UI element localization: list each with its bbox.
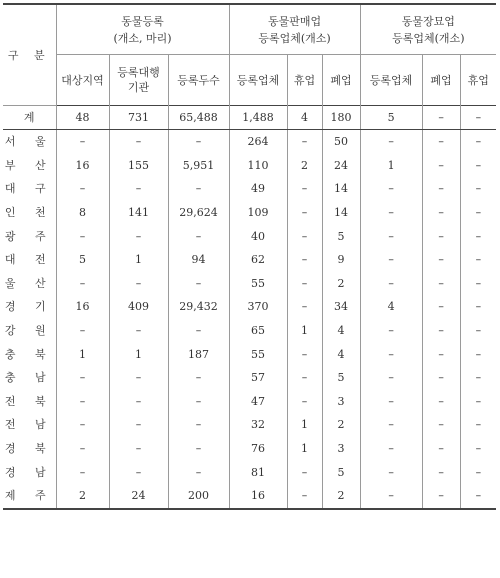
table-cell: 5 bbox=[322, 224, 360, 248]
subheader-cell bbox=[109, 55, 168, 106]
table-cell: – bbox=[422, 342, 460, 366]
table-cell: – bbox=[422, 154, 460, 178]
subheader-text: 등록업체 bbox=[236, 73, 280, 87]
region-label: 충 남 bbox=[3, 366, 56, 390]
subheader-text: 등록두수 bbox=[177, 73, 220, 87]
table-cell: – bbox=[168, 437, 229, 461]
table-row bbox=[3, 130, 496, 154]
header-gubun: 구 분 bbox=[3, 4, 56, 106]
table-cell: – bbox=[422, 224, 460, 248]
table-body bbox=[3, 106, 496, 509]
table-cell: 57 bbox=[229, 366, 287, 390]
table-cell: 40 bbox=[229, 224, 287, 248]
header-group-line1: 동물등록 bbox=[121, 14, 164, 28]
table-cell: 3 bbox=[322, 437, 360, 461]
table-cell: 16 bbox=[56, 154, 109, 178]
table-row bbox=[3, 319, 496, 343]
table-row bbox=[3, 272, 496, 296]
table-cell: 2 bbox=[322, 413, 360, 437]
table-cell: – bbox=[109, 177, 168, 201]
table-cell: – bbox=[287, 390, 322, 414]
table-row bbox=[3, 342, 496, 366]
total-cell: 5 bbox=[360, 106, 422, 130]
table-cell: – bbox=[422, 460, 460, 484]
total-row bbox=[3, 106, 496, 130]
table-cell: – bbox=[109, 413, 168, 437]
table-cell: – bbox=[460, 460, 496, 484]
subheader-cell bbox=[422, 55, 460, 106]
header-animal-funeral bbox=[360, 4, 496, 55]
table-cell: 409 bbox=[109, 295, 168, 319]
region-label: 경 기 bbox=[3, 295, 56, 319]
subheader-cell bbox=[229, 55, 287, 106]
table-cell: – bbox=[360, 201, 422, 225]
table-cell: – bbox=[360, 177, 422, 201]
table-cell: – bbox=[287, 342, 322, 366]
table-cell: – bbox=[360, 130, 422, 154]
subheader-cell bbox=[322, 55, 360, 106]
region-label: 부 산 bbox=[3, 154, 56, 178]
table-cell: – bbox=[422, 484, 460, 509]
table-cell: – bbox=[168, 272, 229, 296]
header-group-line1: 동물판매업 bbox=[267, 14, 322, 28]
table-cell: 76 bbox=[229, 437, 287, 461]
table-row bbox=[3, 437, 496, 461]
table-cell: – bbox=[422, 272, 460, 296]
subheader-cell bbox=[360, 55, 422, 106]
table-cell: – bbox=[56, 177, 109, 201]
subheader-text: 휴업 bbox=[467, 73, 489, 87]
table-row bbox=[3, 248, 496, 272]
table-row bbox=[3, 201, 496, 225]
table-cell: – bbox=[56, 413, 109, 437]
table-cell: – bbox=[360, 366, 422, 390]
subheader-cell bbox=[168, 55, 229, 106]
table-cell: 187 bbox=[168, 342, 229, 366]
table-cell: – bbox=[422, 366, 460, 390]
table-cell: 49 bbox=[229, 177, 287, 201]
subheader-text: 휴업 bbox=[293, 73, 316, 87]
table-cell: – bbox=[460, 342, 496, 366]
table-cell: 1 bbox=[287, 413, 322, 437]
table-cell: – bbox=[287, 484, 322, 509]
table-cell: – bbox=[460, 177, 496, 201]
header-group-line2: 등록업체(개소) bbox=[392, 31, 465, 45]
table-row bbox=[3, 366, 496, 390]
table-cell: – bbox=[422, 413, 460, 437]
table-cell: – bbox=[168, 460, 229, 484]
table-cell: – bbox=[460, 248, 496, 272]
table-cell: – bbox=[460, 390, 496, 414]
table-row bbox=[3, 177, 496, 201]
table-cell: – bbox=[422, 130, 460, 154]
table-cell: 370 bbox=[229, 295, 287, 319]
table-cell: – bbox=[360, 224, 422, 248]
header-group-line1: 동물장묘업 bbox=[401, 14, 455, 28]
table-cell: 200 bbox=[168, 484, 229, 509]
table-cell: 29,624 bbox=[168, 201, 229, 225]
table-cell: 1 bbox=[287, 437, 322, 461]
table-cell: 9 bbox=[322, 248, 360, 272]
table-cell: 81 bbox=[229, 460, 287, 484]
table-cell: 2 bbox=[322, 484, 360, 509]
table-cell: 4 bbox=[360, 295, 422, 319]
table-cell: – bbox=[460, 295, 496, 319]
table-cell: 155 bbox=[109, 154, 168, 178]
region-label: 서 울 bbox=[3, 130, 56, 154]
total-cell: – bbox=[460, 106, 496, 130]
table-cell: – bbox=[287, 272, 322, 296]
table-cell: 2 bbox=[322, 272, 360, 296]
table-cell: 2 bbox=[56, 484, 109, 509]
table-row bbox=[3, 390, 496, 414]
table-cell: – bbox=[422, 177, 460, 201]
total-cell: 48 bbox=[56, 106, 109, 130]
table-cell: – bbox=[422, 437, 460, 461]
table-cell: – bbox=[109, 319, 168, 343]
table-cell: 16 bbox=[56, 295, 109, 319]
table-cell: – bbox=[360, 437, 422, 461]
total-cell: 4 bbox=[287, 106, 322, 130]
table-cell: – bbox=[360, 319, 422, 343]
table-row bbox=[3, 295, 496, 319]
total-cell: – bbox=[422, 106, 460, 130]
table-cell: 32 bbox=[229, 413, 287, 437]
table-cell: 29,432 bbox=[168, 295, 229, 319]
table-cell: 1 bbox=[109, 248, 168, 272]
table-cell: – bbox=[460, 130, 496, 154]
subheader-cell bbox=[287, 55, 322, 106]
table-cell: – bbox=[287, 366, 322, 390]
table-cell: – bbox=[360, 484, 422, 509]
table-cell: – bbox=[460, 437, 496, 461]
table-cell: – bbox=[56, 130, 109, 154]
region-label: 대 구 bbox=[3, 177, 56, 201]
region-label: 광 주 bbox=[3, 224, 56, 248]
animal-registration-table bbox=[3, 3, 496, 510]
table-cell: 4 bbox=[322, 342, 360, 366]
table-cell: – bbox=[422, 201, 460, 225]
subheader-row bbox=[3, 55, 496, 106]
region-label: 전 남 bbox=[3, 413, 56, 437]
table-cell: – bbox=[287, 201, 322, 225]
total-label: 계 bbox=[3, 106, 56, 130]
table-cell: – bbox=[168, 177, 229, 201]
region-label: 경 북 bbox=[3, 437, 56, 461]
table-cell: – bbox=[287, 130, 322, 154]
table-cell: – bbox=[168, 224, 229, 248]
table-cell: – bbox=[56, 224, 109, 248]
table-cell: – bbox=[287, 224, 322, 248]
table-cell: 14 bbox=[322, 201, 360, 225]
region-label: 전 북 bbox=[3, 390, 56, 414]
table-cell: – bbox=[56, 460, 109, 484]
table-cell: 110 bbox=[229, 154, 287, 178]
table-cell: – bbox=[56, 390, 109, 414]
table-cell: 3 bbox=[322, 390, 360, 414]
statistics-table-container bbox=[3, 3, 496, 510]
table-cell: – bbox=[360, 390, 422, 414]
table-cell: – bbox=[168, 366, 229, 390]
table-cell: – bbox=[422, 248, 460, 272]
table-cell: – bbox=[287, 248, 322, 272]
table-cell: – bbox=[109, 366, 168, 390]
table-cell: 2 bbox=[287, 154, 322, 178]
table-row bbox=[3, 224, 496, 248]
region-label: 대 전 bbox=[3, 248, 56, 272]
table-cell: 55 bbox=[229, 272, 287, 296]
table-cell: – bbox=[168, 319, 229, 343]
table-cell: – bbox=[287, 295, 322, 319]
table-cell: – bbox=[56, 319, 109, 343]
table-cell: – bbox=[360, 272, 422, 296]
subheader-text: 폐업 bbox=[430, 73, 452, 87]
table-cell: 47 bbox=[229, 390, 287, 414]
table-row bbox=[3, 484, 496, 509]
table-cell: 94 bbox=[168, 248, 229, 272]
table-cell: – bbox=[460, 224, 496, 248]
table-row bbox=[3, 154, 496, 178]
table-cell: 24 bbox=[322, 154, 360, 178]
region-label: 인 천 bbox=[3, 201, 56, 225]
subheader-cell bbox=[56, 55, 109, 106]
region-label: 강 원 bbox=[3, 319, 56, 343]
table-cell: 62 bbox=[229, 248, 287, 272]
table-cell: 109 bbox=[229, 201, 287, 225]
table-cell: 141 bbox=[109, 201, 168, 225]
table-cell: 1 bbox=[360, 154, 422, 178]
table-cell: 16 bbox=[229, 484, 287, 509]
table-cell: – bbox=[168, 413, 229, 437]
table-cell: 264 bbox=[229, 130, 287, 154]
table-cell: – bbox=[168, 390, 229, 414]
table-cell: 24 bbox=[109, 484, 168, 509]
header-animal-registration bbox=[56, 4, 229, 55]
table-cell: 55 bbox=[229, 342, 287, 366]
table-cell: – bbox=[109, 224, 168, 248]
table-cell: – bbox=[56, 366, 109, 390]
table-cell: – bbox=[287, 177, 322, 201]
table-cell: 50 bbox=[322, 130, 360, 154]
table-cell: – bbox=[460, 154, 496, 178]
table-row bbox=[3, 460, 496, 484]
subheader-text: 폐업 bbox=[330, 73, 352, 87]
table-cell: – bbox=[460, 366, 496, 390]
table-cell: 8 bbox=[56, 201, 109, 225]
table-cell: 14 bbox=[322, 177, 360, 201]
table-cell: – bbox=[422, 295, 460, 319]
region-label: 충 북 bbox=[3, 342, 56, 366]
table-row bbox=[3, 413, 496, 437]
total-cell: 180 bbox=[322, 106, 360, 130]
subheader-text: 등록업체 bbox=[369, 73, 413, 87]
table-cell: – bbox=[109, 390, 168, 414]
subheader-text: 대상지역 bbox=[61, 73, 104, 87]
table-cell: – bbox=[360, 248, 422, 272]
total-cell: 731 bbox=[109, 106, 168, 130]
region-label: 경 남 bbox=[3, 460, 56, 484]
table-cell: – bbox=[56, 437, 109, 461]
table-cell: – bbox=[460, 319, 496, 343]
table-cell: 4 bbox=[322, 319, 360, 343]
header-group-line2: 등록업체(개소) bbox=[258, 31, 331, 45]
table-cell: – bbox=[422, 390, 460, 414]
table-cell: 65 bbox=[229, 319, 287, 343]
table-cell: – bbox=[109, 130, 168, 154]
table-cell: – bbox=[460, 413, 496, 437]
table-cell: – bbox=[360, 342, 422, 366]
table-cell: – bbox=[109, 437, 168, 461]
subheader-text: 등록대행 bbox=[117, 66, 160, 79]
table-cell: 1 bbox=[287, 319, 322, 343]
table-cell: – bbox=[287, 460, 322, 484]
total-cell: 65,488 bbox=[168, 106, 229, 130]
table-cell: – bbox=[56, 272, 109, 296]
table-cell: – bbox=[360, 460, 422, 484]
header-animal-sales bbox=[229, 4, 360, 55]
header-group-line2: (개소, 마리) bbox=[113, 31, 172, 45]
table-cell: – bbox=[109, 460, 168, 484]
table-cell: 34 bbox=[322, 295, 360, 319]
table-cell: 1 bbox=[109, 342, 168, 366]
table-cell: 5,951 bbox=[168, 154, 229, 178]
table-cell: 5 bbox=[322, 366, 360, 390]
table-cell: – bbox=[422, 319, 460, 343]
subheader-cell bbox=[460, 55, 496, 106]
table-cell: 5 bbox=[56, 248, 109, 272]
table-cell: – bbox=[109, 272, 168, 296]
subheader-text: 기관 bbox=[127, 81, 150, 94]
table-cell: – bbox=[168, 130, 229, 154]
total-cell: 1,488 bbox=[229, 106, 287, 130]
table-cell: 5 bbox=[322, 460, 360, 484]
table-cell: – bbox=[460, 272, 496, 296]
table-cell: – bbox=[360, 413, 422, 437]
region-label: 울 산 bbox=[3, 272, 56, 296]
table-cell: – bbox=[460, 201, 496, 225]
region-label: 제 주 bbox=[3, 484, 56, 509]
table-cell: 1 bbox=[56, 342, 109, 366]
table-cell: – bbox=[460, 484, 496, 509]
